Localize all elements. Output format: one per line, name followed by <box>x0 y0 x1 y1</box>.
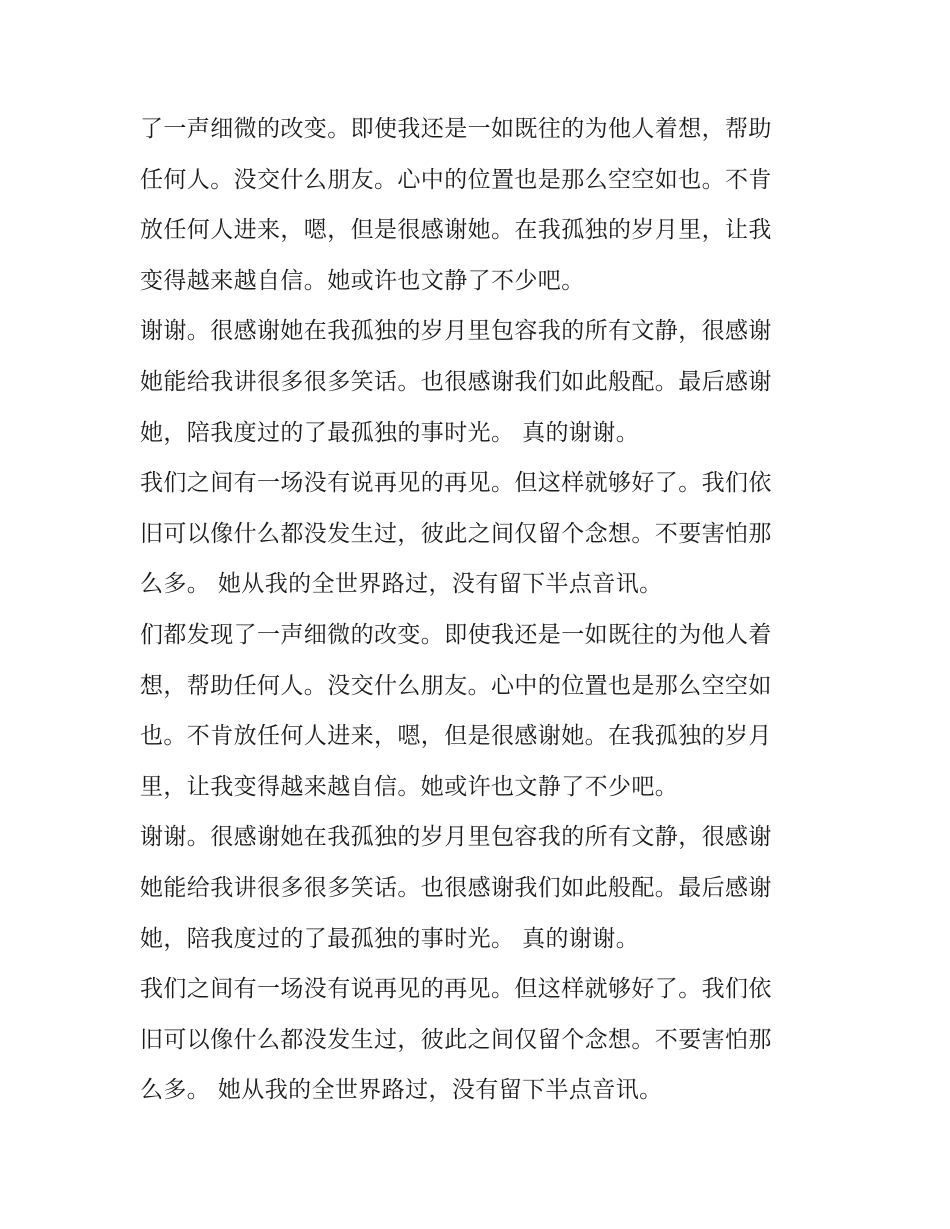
text-line: 谢谢。很感谢她在我孤独的岁月里包容我的所有文静，很感谢 <box>140 824 772 851</box>
text-line: 了一声细微的改变。即使我还是一如既往的为他人着想，帮助 <box>140 116 772 142</box>
text-line: 变得越来越自信。她或许也文静了不少吧。 <box>140 267 585 294</box>
text-line: 她，陪我度过的了最孤独的事时光。 真的谢谢。 <box>140 419 640 446</box>
text-line: 也。不肯放任何人进来，嗯，但是很感谢她。在我孤独的岁月 <box>140 723 772 750</box>
text-line: 谢谢。很感谢她在我孤独的岁月里包容我的所有文静，很感谢 <box>140 318 772 345</box>
text-line: 她，陪我度过的了最孤独的事时光。 真的谢谢。 <box>140 925 640 952</box>
text-line: 旧可以像什么都没发生过，彼此之间仅留个念想。不要害怕那 <box>140 1026 772 1053</box>
text-line: 任何人。没交什么朋友。心中的位置也是那么空空如也。不肯 <box>140 166 772 193</box>
text-line: 放任何人进来，嗯，但是很感谢她。在我孤独的岁月里，让我 <box>140 217 772 244</box>
text-line: 么多。 她从我的全世界路过，没有留下半点音讯。 <box>140 571 663 598</box>
text-line: 她能给我讲很多很多笑话。也很感谢我们如此般配。最后感谢 <box>140 874 772 901</box>
text-line: 她能给我讲很多很多笑话。也很感谢我们如此般配。最后感谢 <box>140 368 772 395</box>
text-line: 我们之间有一场没有说再见的再见。但这样就够好了。我们依 <box>140 470 772 497</box>
text-line: 我们之间有一场没有说再见的再见。但这样就够好了。我们依 <box>140 976 772 1003</box>
body-text <box>140 104 820 1116</box>
text-line: 旧可以像什么都没发生过，彼此之间仅留个念想。不要害怕那 <box>140 520 772 547</box>
text-line: 想，帮助任何人。没交什么朋友。心中的位置也是那么空空如 <box>140 672 772 699</box>
text-line: 么多。 她从我的全世界路过，没有留下半点音讯。 <box>140 1077 663 1104</box>
text-line: 里，让我变得越来越自信。她或许也文静了不少吧。 <box>140 773 679 800</box>
text-line: 们都发现了一声细微的改变。即使我还是一如既往的为他人着 <box>140 621 772 648</box>
